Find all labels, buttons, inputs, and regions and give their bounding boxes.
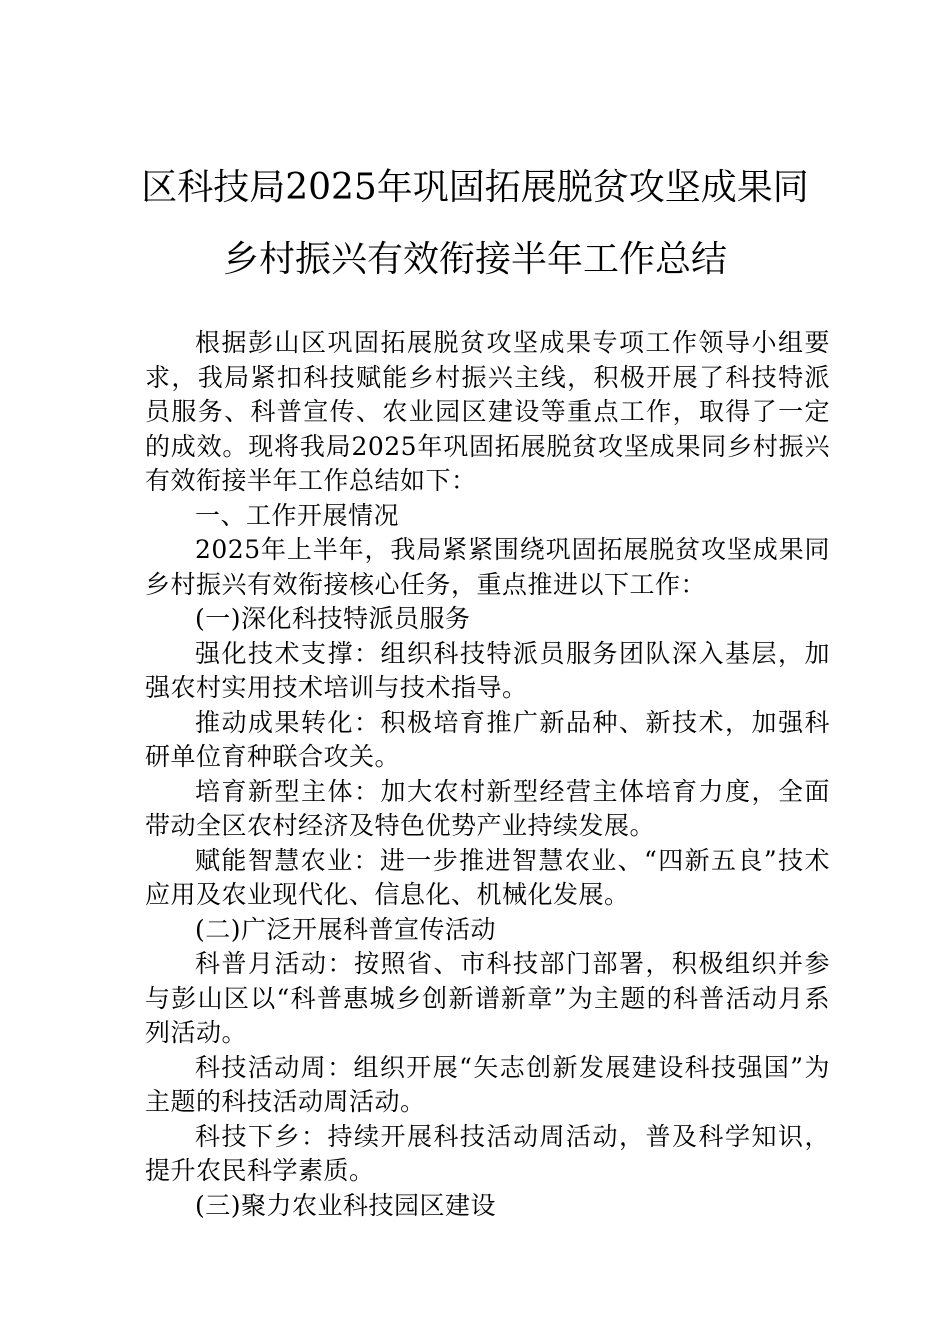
overview-paragraph: 2025年上半年，我局紧紧围绕巩固拓展脱贫攻坚成果同乡村振兴有效衔接核心任务，重点推进以下工作： bbox=[145, 535, 830, 599]
paragraph-achievement-transfer: 推动成果转化：积极培育推广新品种、新技术，加强科研单位育种联合攻关。 bbox=[145, 707, 830, 771]
subsection-heading-science-popularization: (二)广泛开展科普宣传活动 bbox=[195, 914, 497, 944]
subsection-heading-tech-commissioner: (一)深化科技特派员服务 bbox=[195, 604, 471, 633]
document-title-line-2: 乡村振兴有效衔接半年工作总结 bbox=[222, 239, 727, 280]
paragraph-smart-agriculture: 赋能智慧农业：进一步推进智慧农业、“四新五良”技术应用及农业现代化、信息化、机械化发展。 bbox=[145, 845, 830, 909]
document-body bbox=[145, 326, 830, 1223]
paragraph-tech-support: 强化技术支撑：组织科技特派员服务团队深入基层，加强农村实用技术培训与技术指导。 bbox=[145, 638, 830, 702]
intro-paragraph: 根据彭山区巩固拓展脱贫攻坚成果专项工作领导小组要求，我局紧扣科技赋能乡村振兴主线，积极开展了科技特派员服务、科普宣传、农业园区建设等重点工作，取得了一定的成效。现将我局2025年巩固拓展脱贫攻坚成果同乡村振兴有效衔接半年工作总结如下： bbox=[145, 328, 830, 495]
paragraph-science-month: 科普月活动：按照省、市科技部门部署，积极组织并参与彭山区以“科普惠城乡创新谱新章”为主题的科普活动月系列活动。 bbox=[145, 949, 830, 1047]
document-title-line-1: 区科技局2025年巩固拓展脱贫攻坚成果同 bbox=[141, 167, 809, 208]
paragraph-science-week: 科技活动周：组织开展“矢志创新发展建设科技强国”为主题的科技活动周活动。 bbox=[145, 1052, 830, 1116]
section-heading-work-status: 一、工作开展情况 bbox=[195, 500, 400, 530]
paragraph-tech-to-countryside: 科技下乡：持续开展科技活动周活动，普及科学知识，提升农民科学素质。 bbox=[145, 1121, 830, 1185]
paragraph-new-entities: 培育新型主体：加大农村新型经营主体培育力度，全面带动全区农村经济及特色优势产业持续发展。 bbox=[145, 776, 830, 840]
subsection-heading-agri-park: (三)聚力农业科技园区建设 bbox=[195, 1190, 497, 1220]
